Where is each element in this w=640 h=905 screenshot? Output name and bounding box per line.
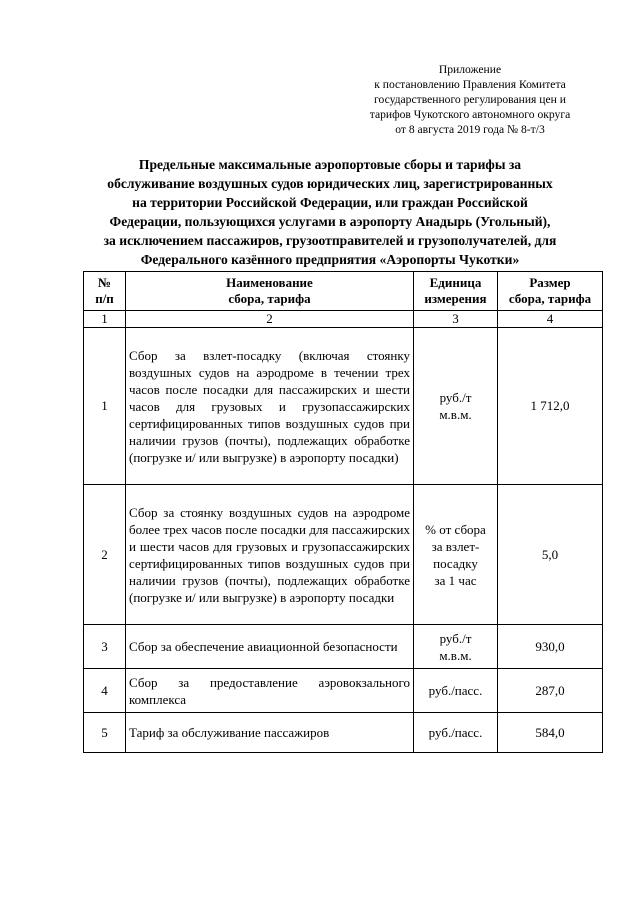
unit-line: м.в.м. (439, 407, 472, 422)
row-num: 1 (84, 328, 126, 485)
header-name-line: сбора, тарифа (228, 291, 311, 306)
appendix-line: тарифов Чукотского автономного округа (369, 108, 571, 121)
col-number: 4 (498, 311, 603, 328)
row-value: 287,0 (498, 669, 603, 713)
table-row (84, 328, 603, 485)
unit-line: за взлет- (431, 538, 480, 554)
unit-line: руб./т (439, 630, 472, 646)
tariffs-table (83, 271, 603, 753)
header-name-line: Наименование (226, 275, 313, 290)
unit-line: руб./пасс. (428, 725, 483, 740)
title-line: за исключением пассажиров, грузоотправителей и грузополучателей, для (103, 233, 557, 248)
appendix-line: к постановлению Правления Комитета (374, 78, 566, 91)
row-value: 5,0 (498, 485, 603, 625)
row-num: 3 (84, 625, 126, 669)
title-line: обслуживание воздушных судов юридических лиц, зарегистрированных (107, 176, 553, 191)
title-line: Предельные максимальные аэропортовые сборы и тарифы за (138, 157, 522, 172)
row-num: 4 (84, 669, 126, 713)
header-unit (414, 272, 498, 311)
row-num: 5 (84, 713, 126, 753)
document-title (60, 155, 600, 269)
col-number: 2 (126, 311, 414, 328)
header-row (84, 272, 603, 311)
row-name: Сбор за предоставление аэровокзального комплекса (126, 669, 414, 713)
row-value: 584,0 (498, 713, 603, 753)
title-line: на территории Российской Федерации, или граждан Российской (132, 195, 528, 210)
title-line: Федерального казённого предприятия «Аэропорты Чукотки» (140, 252, 520, 267)
header-num (84, 272, 126, 311)
row-num: 2 (84, 485, 126, 625)
header-size (498, 272, 603, 311)
header-size-line: сбора, тарифа (508, 291, 592, 306)
unit-line: % от сбора (425, 521, 486, 537)
unit-line: руб./т (439, 390, 472, 405)
unit-line: за 1 час (434, 572, 477, 588)
header-unit-line: Единица (429, 275, 482, 290)
column-numbers-row (84, 311, 603, 328)
header-name (126, 272, 414, 311)
row-name: Сбор за обеспечение авиационной безопасности (126, 625, 414, 669)
header-num-line: п/п (95, 291, 114, 306)
header-unit-line: измерения (424, 291, 487, 306)
title-line: Федерации, пользующихся услугами в аэропорту Анадырь (Угольный), (109, 214, 551, 229)
appendix-line: от 8 августа 2019 года № 8-т/3 (395, 123, 545, 136)
appendix-block (300, 62, 640, 137)
col-number: 3 (414, 311, 498, 328)
header-size-line: Размер (529, 275, 571, 290)
row-name: Сбор за стоянку воздушных судов на аэродроме более трех часов после посадки для пассажирских и шести часов для грузовых и грузопассажирских сертифицированных типов воздушных судов при наличии грузов (почты), подлежащих обработке (погрузке и/ или выгрузке) в аэропорту посадки (126, 485, 414, 625)
appendix-line: Приложение (438, 63, 502, 76)
row-unit (414, 669, 498, 713)
row-unit (414, 485, 498, 625)
row-name: Тариф за обслуживание пассажиров (126, 713, 414, 753)
table-row (84, 669, 603, 713)
unit-line: посадку (433, 555, 478, 571)
header-num-line: № (97, 275, 112, 290)
row-unit (414, 625, 498, 669)
row-name: Сбор за взлет-посадку (включая стоянку воздушных судов на аэродроме в течении трех часов после посадки для пассажирских и шести часов для грузовых и грузопассажирских сертифицированных типов воздушных судов при наличии грузов (почты), подлежащих обработке (погрузке и/ или выгрузке) в аэропорту посадки) (126, 328, 414, 485)
row-unit (414, 328, 498, 485)
col-number: 1 (84, 311, 126, 328)
row-value: 1 712,0 (498, 328, 603, 485)
row-value: 930,0 (498, 625, 603, 669)
table-row (84, 485, 603, 625)
table-row (84, 625, 603, 669)
unit-line: м.в.м. (439, 647, 472, 663)
unit-line: руб./пасс. (428, 683, 483, 698)
appendix-line: государственного регулирования цен и (374, 93, 566, 106)
row-unit (414, 713, 498, 753)
table-row (84, 713, 603, 753)
